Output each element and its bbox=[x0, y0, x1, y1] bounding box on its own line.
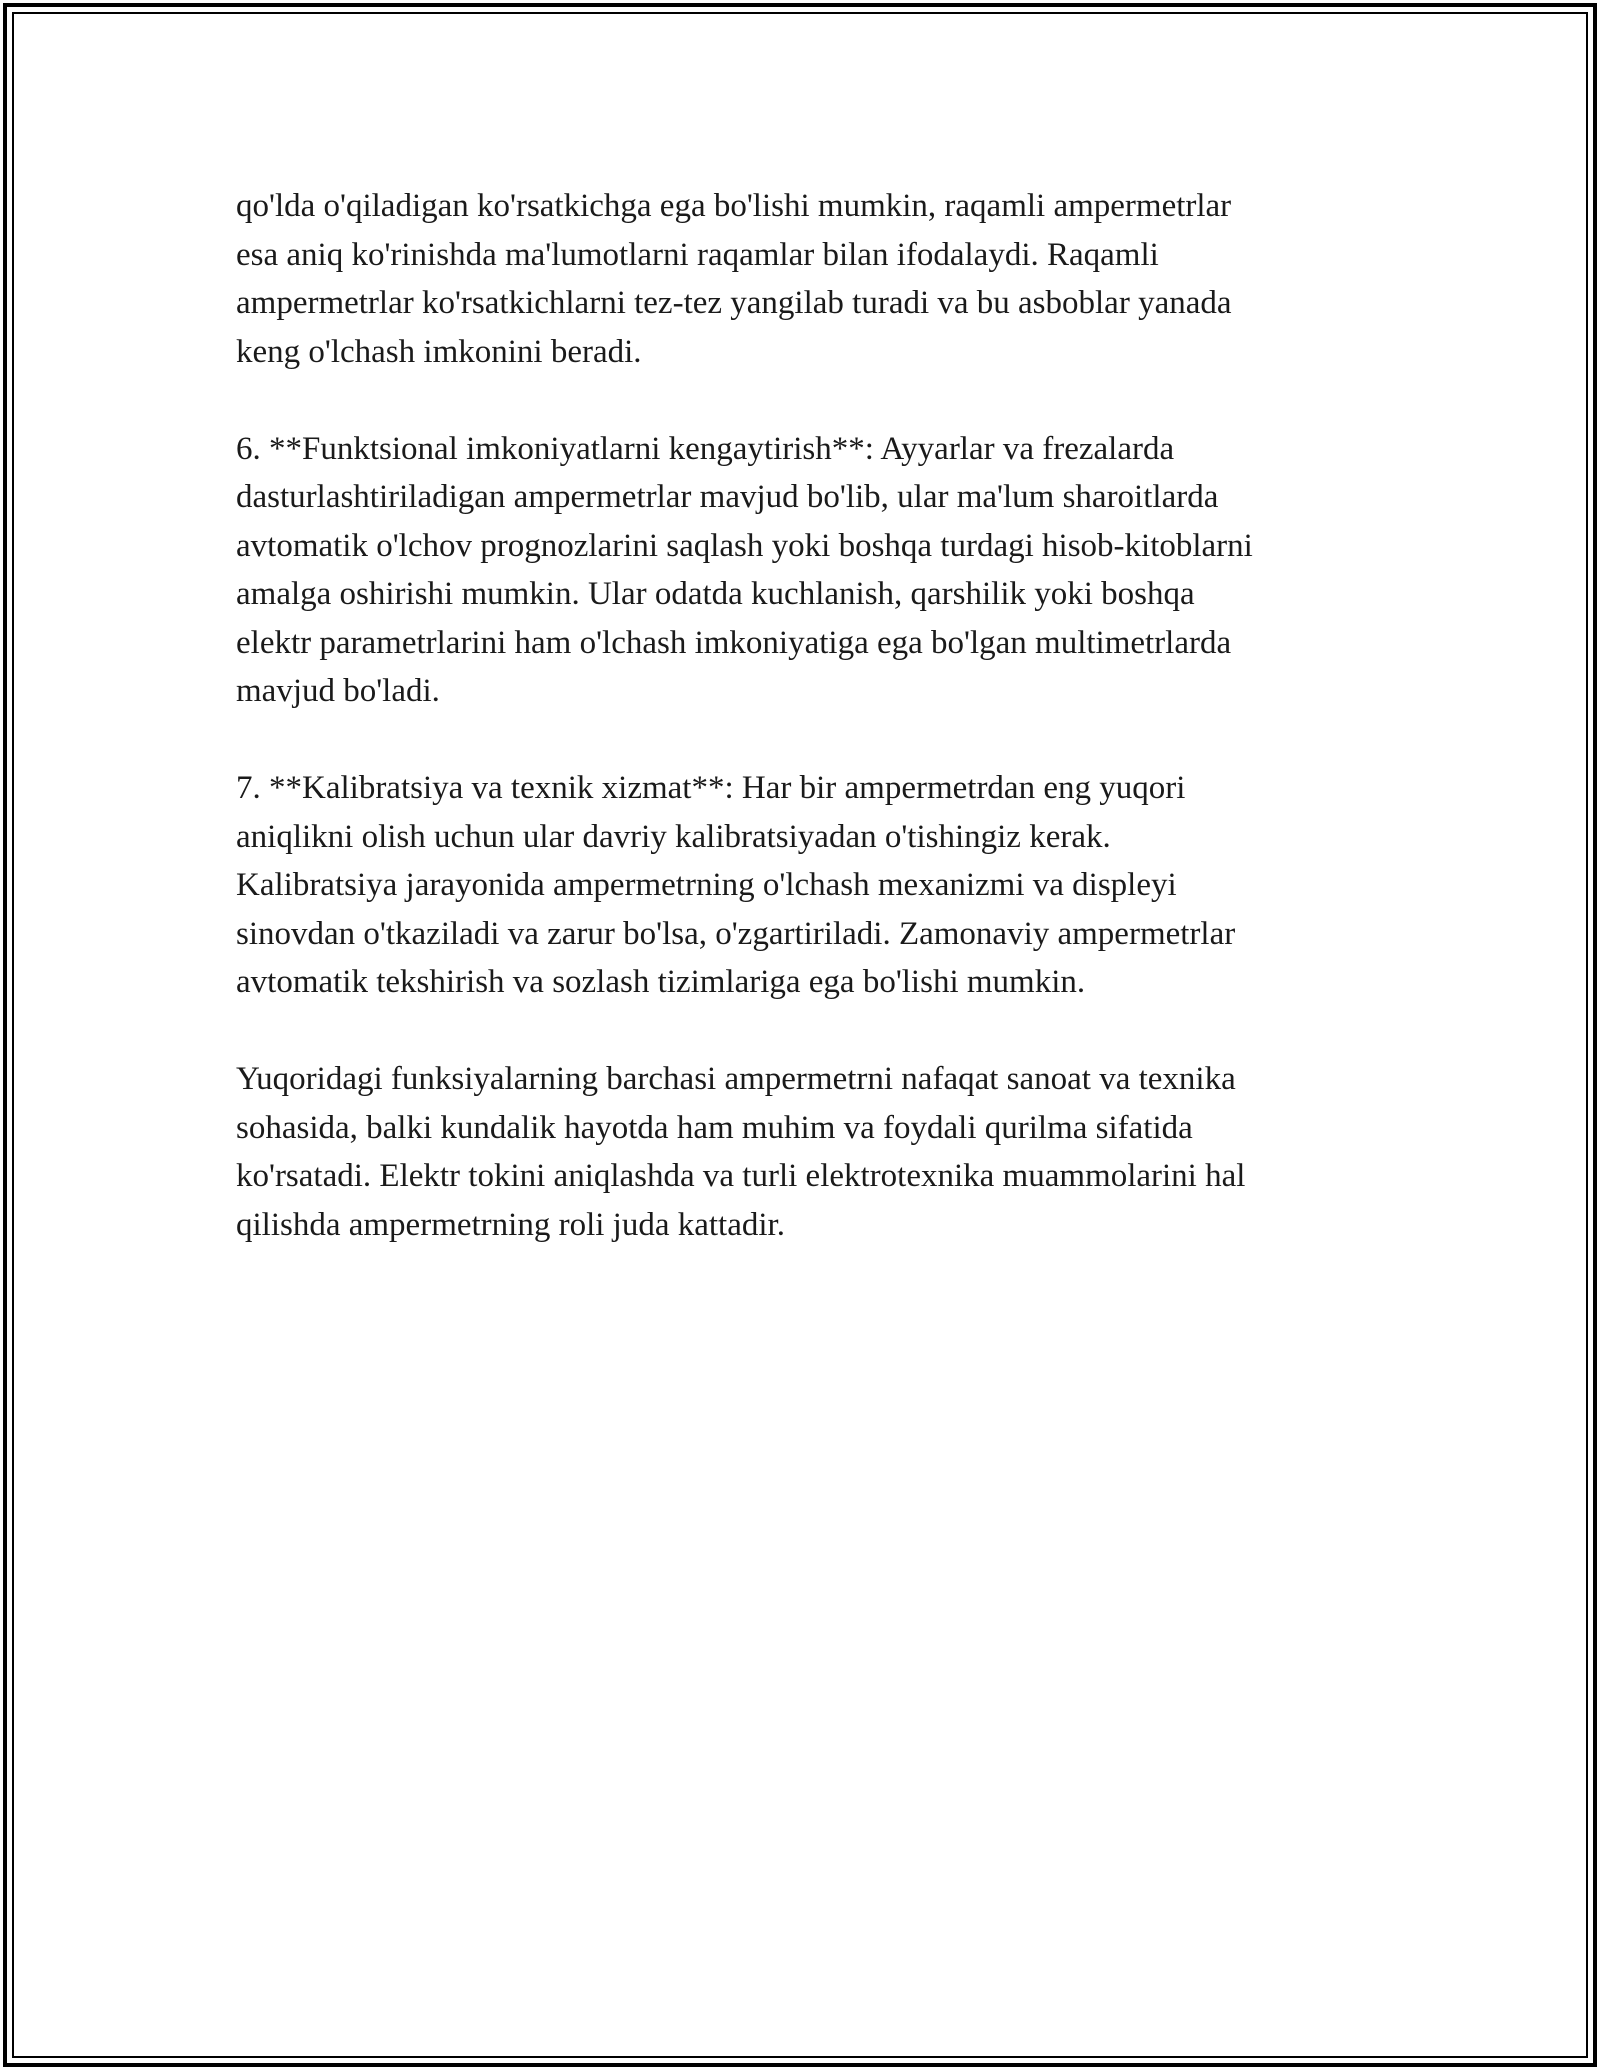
paragraph-item-7: 7. **Kalibratsiya va texnik xizmat**: Har bir ampermetrdan eng yuqori aniqlikni olish uchun ular davriy kalibratsiyadan o'tishingiz kerak. Kalibratsiya jarayonida ampermetrning o'lchash mexanizmi va displeyi sinovdan o'tkaziladi va zarur bo'lsa, o'zgartiriladi. Zamonaviy ampermetrlar avtomatik tekshirish va sozlash tizimlariga ega bo'lishi mumkin. bbox=[236, 770, 1236, 1000]
paragraph-conclusion: Yuqoridagi funksiyalarning barchasi ampermetrni nafaqat sanoat va texnika sohasida, balki kundalik hayotda ham muhim va foydali qurilma sifatida ko'rsatadi. Elektr tokini aniqlashda va turli elektrotexnika muammolarini hal qilishda ampermetrning roli juda kattadir. bbox=[236, 1061, 1246, 1243]
paragraph-item-6: 6. **Funktsional imkoniyatlarni kengaytirish**: Ayyarlar va frezalarda dasturlashtiriladigan ampermetrlar mavjud bo'lib, ular ma'lum sharoitlarda avtomatik o'lchov prognozlarini saqlash yoki boshqa turdagi hisob-kitoblarni amalga oshirishi mumkin. Ular odatda kuchlanish, qarshilik yoki boshqa elektr parametrlarini ham o'lchash imkoniyatiga ega bo'lgan multimetrlarda mavjud bo'ladi. bbox=[236, 430, 1253, 709]
document-body bbox=[236, 182, 1386, 1249]
paragraph-continuation: qo'lda o'qiladigan ko'rsatkichga ega bo'lishi mumkin, raqamli ampermetrlar esa aniq ko'rinishda ma'lumotlarni raqamlar bilan ifodalaydi. Raqamli ampermetrlar ko'rsatkichlarni tez-tez yangilab turadi va bu asboblar yanada keng o'lchash imkonini beradi. bbox=[236, 188, 1232, 370]
